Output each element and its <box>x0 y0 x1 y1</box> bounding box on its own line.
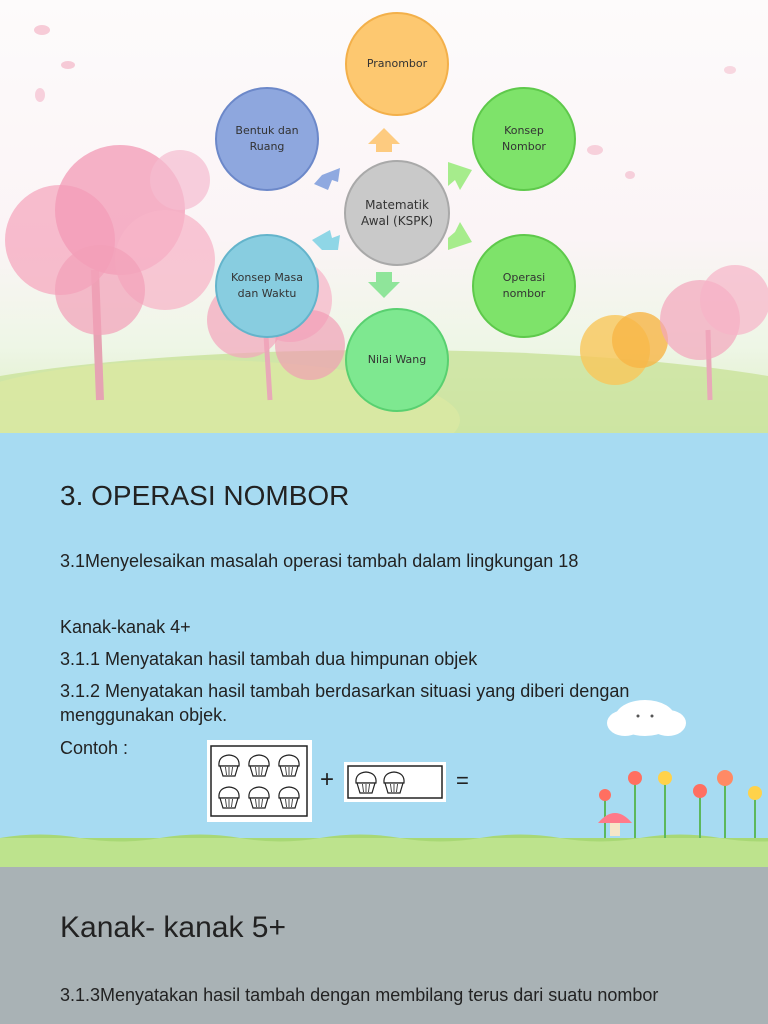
example-box-2-cupcakes <box>344 762 446 802</box>
node-label: Konsep Masa dan Waktu <box>230 271 304 300</box>
arrow-up-right-icon <box>448 162 472 190</box>
node-label: Pranombor <box>366 57 428 70</box>
node-label: Operasi nombor <box>502 271 546 300</box>
arrow-up-icon <box>368 128 400 152</box>
cupcake-icon <box>279 787 299 808</box>
slide-mindmap <box>0 0 768 433</box>
node-label: Nilai Wang <box>367 353 427 366</box>
cupcake-icon <box>249 755 269 776</box>
center-label: Matematik Awal (KSPK) <box>361 198 433 228</box>
cupcake-icon <box>384 772 404 793</box>
node-bentuk-ruang <box>215 87 319 191</box>
item-3-1-1: 3.1.1 Menyatakan hasil tambah dua himpunan objek <box>60 649 478 669</box>
arrow-down-icon <box>368 272 400 298</box>
node-pranombor <box>345 12 449 116</box>
example-box-6-cupcakes <box>207 740 312 822</box>
cupcake-icon <box>219 787 239 808</box>
arrow-up-left-icon <box>314 168 340 190</box>
slide-kanak-5 <box>0 867 768 1024</box>
cupcake-icon <box>279 755 299 776</box>
node-label: Konsep Nombor <box>502 124 546 153</box>
section-title: Kanak- kanak 5+ <box>60 911 286 944</box>
cupcake-icon <box>356 772 376 793</box>
node-center <box>344 160 450 266</box>
standard-text: 3.1Menyelesaikan masalah operasi tambah dalam lingkungan 18 <box>60 551 579 571</box>
section-title: 3. OPERASI NOMBOR <box>60 480 350 511</box>
age-group-label: Kanak-kanak 4+ <box>60 617 191 637</box>
node-nilai-wang <box>345 308 449 412</box>
item-3-1-2: 3.1.2 Menyatakan hasil tambah berdasarkan situasi yang diberi dengan menggunakan objek. <box>60 681 630 725</box>
cupcake-icon <box>249 787 269 808</box>
slide-operasi-nombor <box>0 433 768 867</box>
plus-sign: + <box>320 766 335 793</box>
cupcake-group-6 <box>207 740 312 822</box>
node-label: Bentuk dan Ruang <box>235 124 299 153</box>
example-label: Contoh : <box>60 738 129 758</box>
node-konsep-masa <box>215 234 319 338</box>
arrow-down-left-icon <box>312 230 340 250</box>
item-3-1-3: 3.1.3Menyatakan hasil tambah dengan membilang terus dari suatu nombor <box>60 985 659 1005</box>
equals-sign: = <box>456 768 469 793</box>
flower-garden-icon <box>598 770 762 838</box>
node-konsep-nombor <box>472 87 576 191</box>
cupcake-group-2 <box>344 762 446 802</box>
cupcake-icon <box>219 755 239 776</box>
node-operasi-nombor <box>472 234 576 338</box>
arrow-down-right-icon <box>448 222 472 250</box>
